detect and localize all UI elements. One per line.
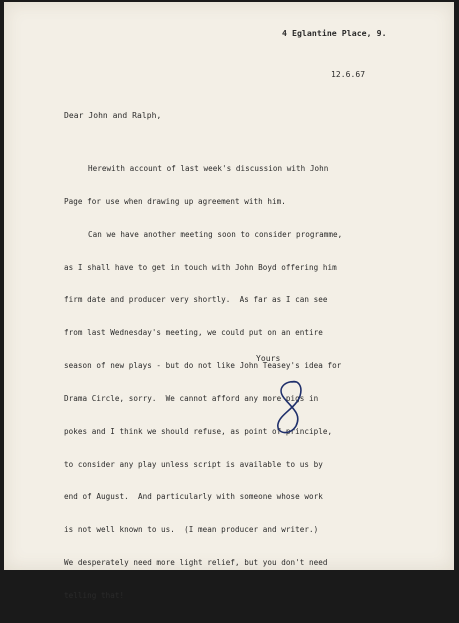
body-line: season of new plays - but do not like John Teasey's idea for: [64, 361, 342, 371]
body-line: to consider any play unless script is available to us by: [64, 459, 323, 469]
body-line: is not well known to us. (I mean producer and writer.): [64, 525, 319, 535]
salutation: Dear John and Ralph,: [64, 111, 162, 120]
body-line: Herewith account of last week's discussion with John: [88, 164, 329, 173]
body-line: from last Wednesday's meeting, we could put on an entire: [64, 328, 323, 338]
body-line: telling that!: [64, 590, 125, 600]
body-line: Drama Circle, sorry. We cannot afford any more pigs in: [64, 393, 319, 403]
body-line: firm date and producer very shortly. As far as I can see: [64, 295, 328, 305]
body-line: Can we have another meeting soon to consider programme,: [88, 229, 343, 239]
sender-address: 4 Eglantine Place, 9.: [282, 28, 387, 38]
signature-mark: [266, 374, 316, 444]
body-line: end of August. And particularly with someone whose work: [64, 492, 323, 502]
letter-page: [4, 2, 454, 600]
closing: Yours: [256, 354, 281, 363]
body-line: pokes and I think we should refuse, as point of principle,: [64, 426, 333, 436]
body-line: as I shall have to get in touch with John Boyd offering him: [64, 262, 337, 272]
letter-date: 12.6.67: [331, 70, 366, 79]
body-line: We desperately need more light relief, but you don't need: [64, 558, 328, 568]
body-line: Page for use when drawing up agreement with him.: [64, 196, 286, 206]
